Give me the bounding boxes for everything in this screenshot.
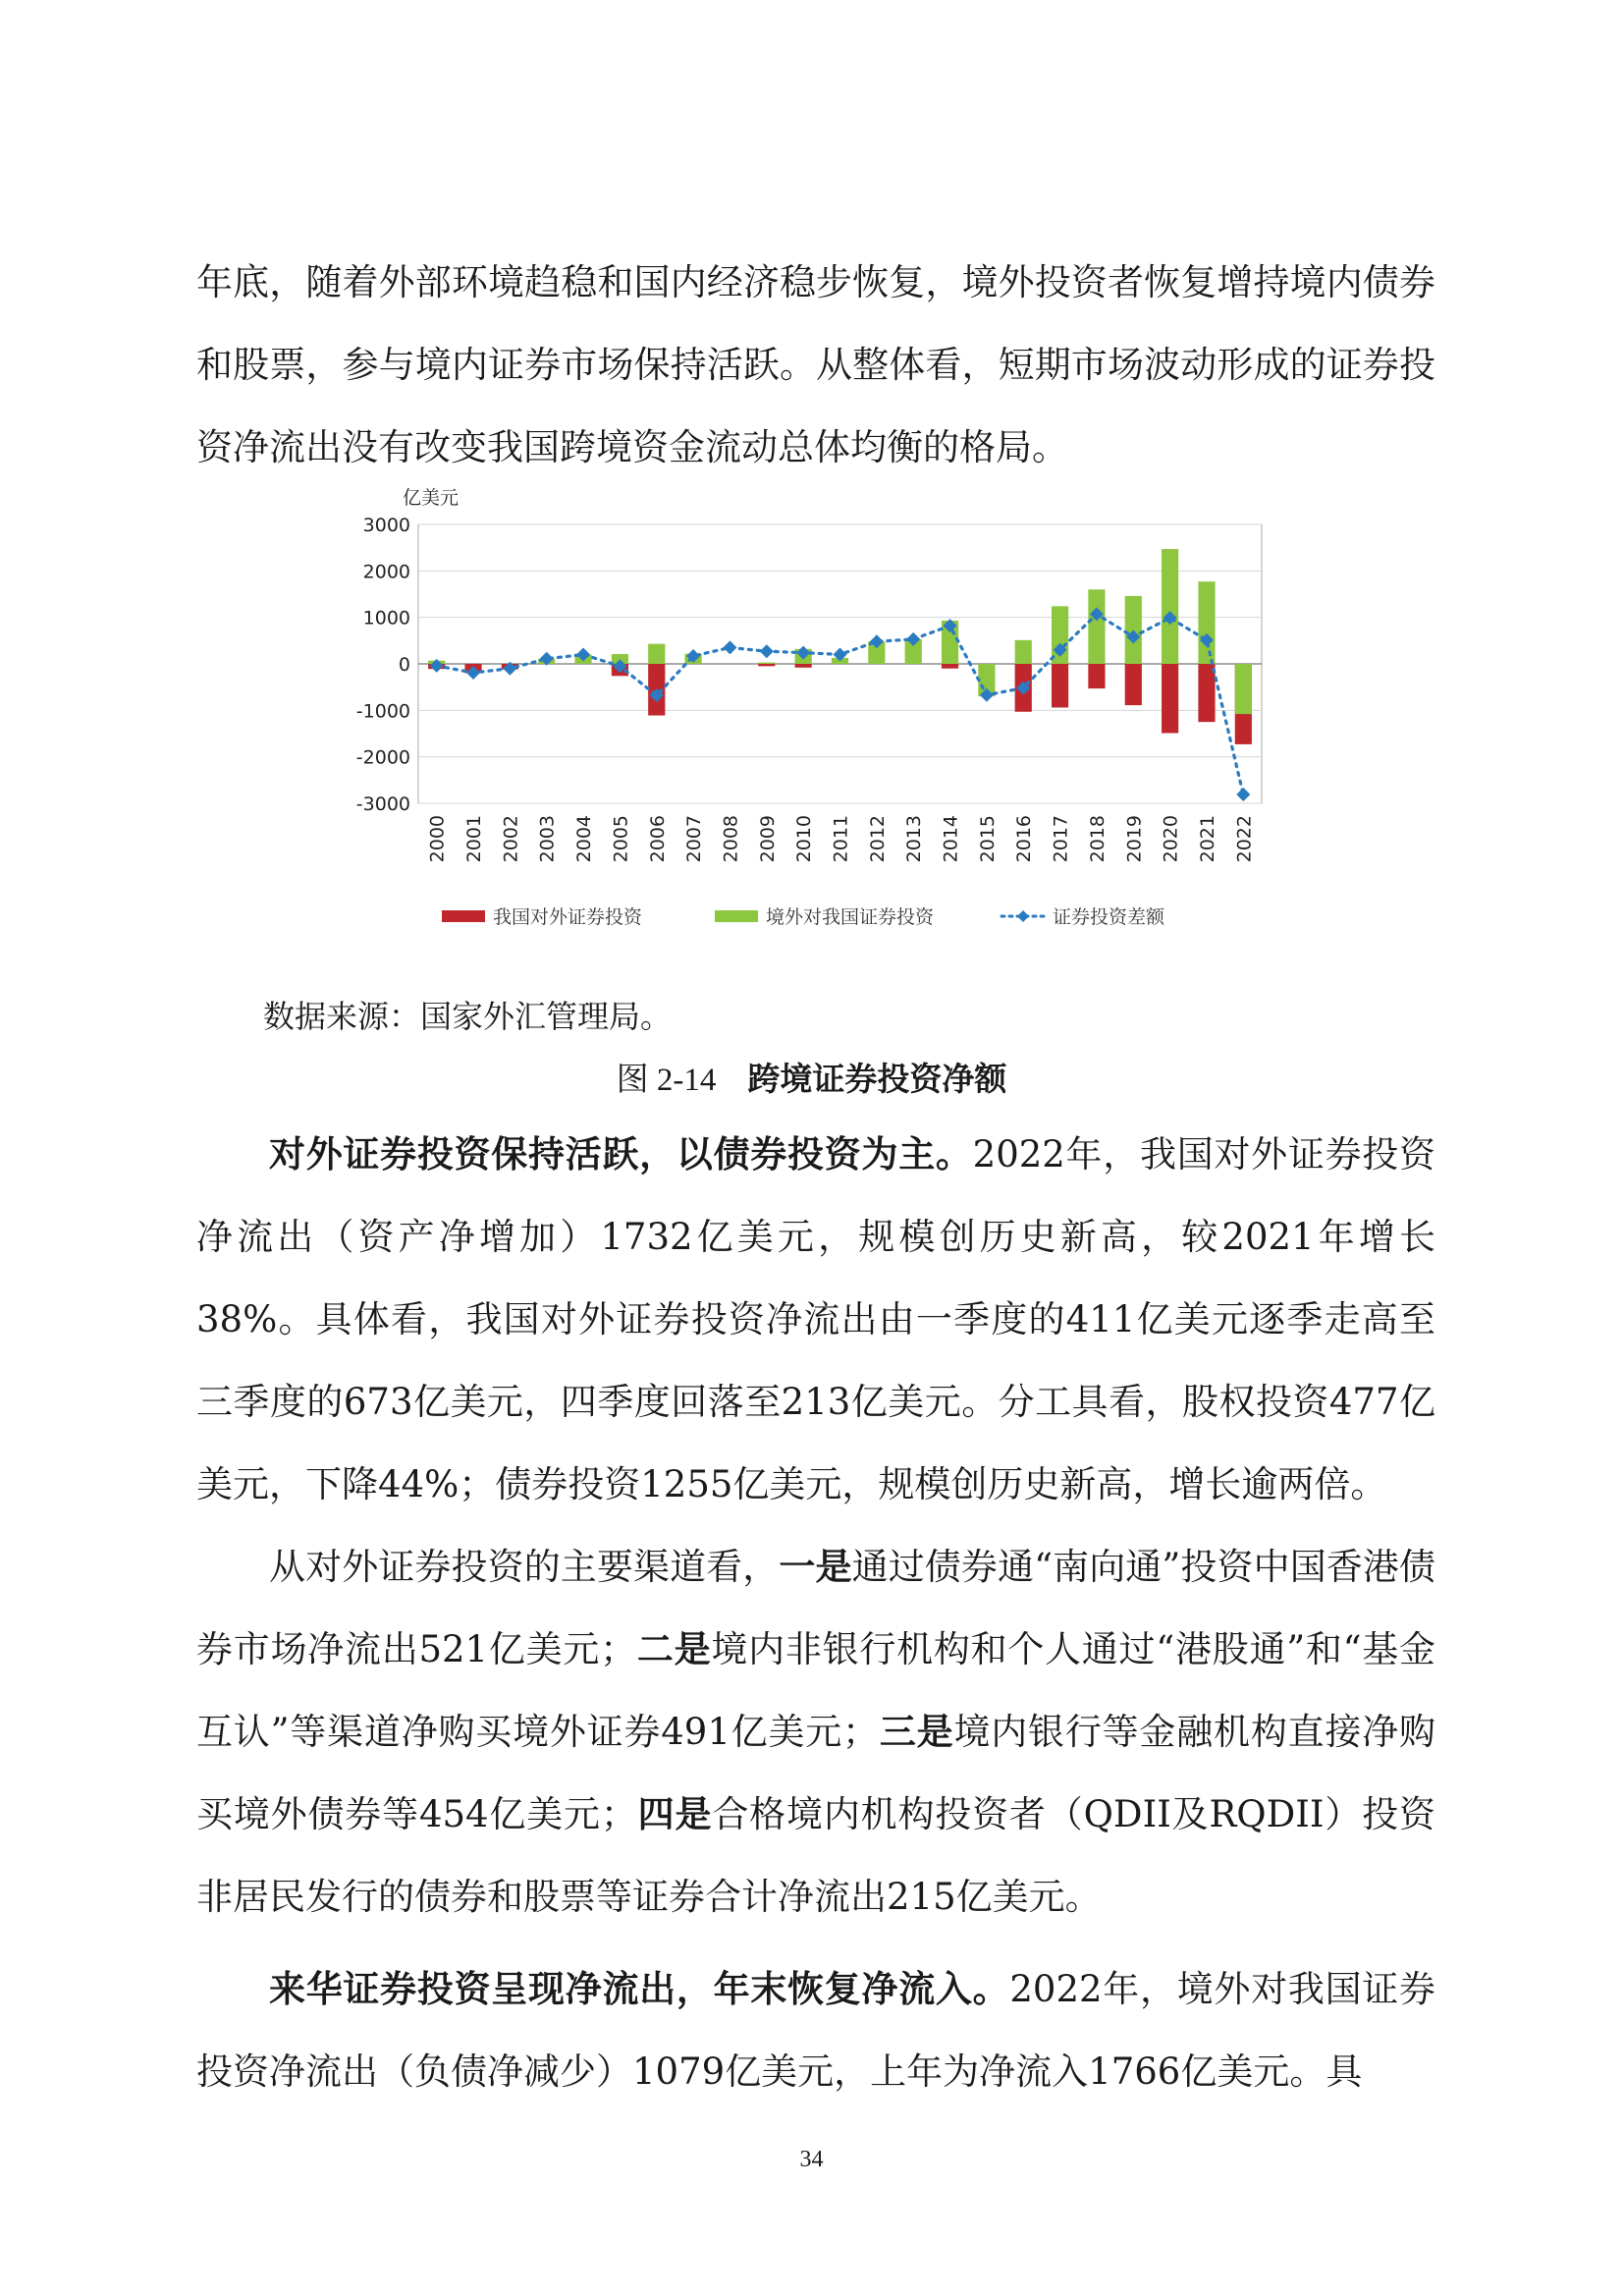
legend-swatch bbox=[715, 910, 758, 922]
balance-point bbox=[723, 640, 736, 654]
bar-outward bbox=[1052, 664, 1068, 707]
paragraph-intro bbox=[196, 242, 1435, 489]
balance-point bbox=[760, 644, 774, 658]
y-tick-label: -2000 bbox=[355, 746, 410, 769]
cross-border-securities-chart bbox=[324, 481, 1286, 943]
balance-line bbox=[437, 614, 1244, 794]
paragraph-inward-investment bbox=[196, 1948, 1435, 2113]
y-tick-label: 3000 bbox=[362, 515, 410, 536]
y-tick-label: -1000 bbox=[355, 700, 410, 723]
page-number: 34 bbox=[799, 2147, 824, 2172]
x-tick-label: 2001 bbox=[463, 815, 486, 863]
bar-outward bbox=[942, 664, 958, 669]
legend-label: 境外对我国证券投资 bbox=[766, 906, 935, 928]
x-tick-label: 2005 bbox=[610, 815, 632, 863]
paragraph-inward-heading: 来华证券投资呈现净流出，年末恢复净流入。 bbox=[269, 1968, 1010, 2010]
bar-outward bbox=[1162, 664, 1178, 734]
channels-intro: 从对外证券投资的主要渠道看， bbox=[269, 1546, 780, 1588]
x-tick-label: 2004 bbox=[573, 815, 596, 863]
balance-point bbox=[1236, 788, 1250, 801]
bar-inward bbox=[1125, 596, 1142, 664]
x-tick-label: 2008 bbox=[720, 815, 742, 863]
x-tick-label: 2020 bbox=[1160, 815, 1182, 863]
x-tick-label: 2010 bbox=[793, 815, 816, 863]
x-tick-label: 2013 bbox=[903, 815, 926, 863]
figure-number: 图 2-14 bbox=[616, 1063, 717, 1098]
x-tick-label: 2015 bbox=[976, 815, 999, 863]
bar-inward bbox=[1015, 640, 1032, 664]
bar-outward bbox=[1125, 664, 1142, 705]
x-tick-label: 2022 bbox=[1233, 815, 1256, 863]
chart-legend bbox=[442, 906, 1165, 928]
paragraph-outward-heading: 对外证券投资保持活跃，以债券投资为主。 bbox=[269, 1133, 973, 1175]
bar-inward bbox=[1235, 664, 1252, 714]
x-tick-label: 2012 bbox=[866, 815, 889, 863]
paragraph-intro-text: 年底，随着外部环境趋稳和国内经济稳步恢复，境外投资者恢复增持境内债券和股票，参与境内证券市场保持活跃。从整体看，短期市场波动形成的证券投资净流出没有改变我国跨境资金流动总体均衡的格局。 bbox=[196, 261, 1435, 468]
channel-three-label: 三是 bbox=[879, 1711, 954, 1753]
bar-outward bbox=[758, 664, 775, 666]
x-tick-label: 2016 bbox=[1013, 815, 1036, 863]
y-tick-label: 0 bbox=[398, 654, 410, 676]
channel-two-label: 二是 bbox=[636, 1628, 712, 1670]
x-tick-label: 2000 bbox=[426, 815, 449, 863]
bar-outward bbox=[795, 664, 812, 668]
y-axis-unit-label: 亿美元 bbox=[403, 487, 460, 509]
channel-four-text: 合格境内机构投资者（QDII及RQDII）投资非居民发行的债券和股票等证券合计净流出215亿美元。 bbox=[196, 1793, 1436, 1918]
x-tick-label: 2006 bbox=[646, 815, 669, 863]
x-tick-label: 2003 bbox=[536, 815, 559, 863]
x-tick-label: 2007 bbox=[683, 815, 706, 863]
paragraph-outward-investment bbox=[196, 1114, 1435, 1526]
bar-inward bbox=[648, 644, 665, 664]
paragraph-inward-text: 2022年，境外对我国证券投资净流出（负债净减少）1079亿美元，上年为净流入1766亿美元。具 bbox=[196, 1968, 1436, 2093]
legend-label: 我国对外证券投资 bbox=[493, 906, 643, 928]
x-tick-label: 2014 bbox=[940, 815, 962, 863]
x-tick-label: 2011 bbox=[830, 815, 852, 863]
y-tick-label: -3000 bbox=[355, 793, 410, 815]
x-tick-label: 2019 bbox=[1123, 815, 1146, 863]
paragraph-channels bbox=[196, 1526, 1435, 1939]
plot-area bbox=[356, 515, 1262, 862]
figure-caption bbox=[0, 1054, 1623, 1100]
bar-inward bbox=[1198, 581, 1215, 664]
legend-swatch bbox=[442, 910, 485, 922]
legend-swatch-marker bbox=[1017, 910, 1029, 922]
bar-outward bbox=[1088, 664, 1105, 688]
y-tick-label: 1000 bbox=[362, 607, 410, 629]
channel-four-label: 四是 bbox=[636, 1793, 713, 1835]
x-tick-label: 2018 bbox=[1086, 815, 1109, 863]
y-tick-label: 2000 bbox=[362, 561, 410, 583]
x-tick-label: 2021 bbox=[1196, 815, 1218, 863]
x-tick-label: 2017 bbox=[1050, 815, 1072, 863]
paragraph-outward-text: 2022年，我国对外证券投资净流出（资产净增加）1732亿美元，规模创历史新高，较2021年增长38%。具体看，我国对外证券投资净流出由一季度的411亿美元逐季走高至三季度的673亿美元，四季度回落至213亿美元。分工具看，股权投资477亿美元，下降44%；债券投资1255亿美元，规模创历史新高，增长逾两倍。 bbox=[196, 1133, 1436, 1505]
bar-inward bbox=[758, 663, 775, 664]
channel-three-text: 境内银行等金融机构直接净购买境外债券等454亿美元； bbox=[196, 1711, 1435, 1835]
channel-two-text: 境内非银行机构和个人通过“港股通”和“基金互认”等渠道净购买境外证券491亿美元； bbox=[196, 1628, 1436, 1753]
bar-outward bbox=[1198, 664, 1215, 722]
channel-one-text: 通过债券通“南向通”投资中国香港债券市场净流出521亿美元； bbox=[196, 1546, 1436, 1670]
bar-inward bbox=[1088, 589, 1105, 664]
x-tick-label: 2009 bbox=[756, 815, 779, 863]
channel-one-label: 一是 bbox=[779, 1546, 852, 1588]
legend-label: 证券投资差额 bbox=[1053, 906, 1165, 928]
x-tick-label: 2002 bbox=[500, 815, 522, 863]
bar-inward bbox=[1162, 549, 1178, 664]
data-source-note: 数据来源：国家外汇管理局。 bbox=[263, 998, 673, 1035]
figure-title: 跨境证券投资净额 bbox=[747, 1060, 1007, 1098]
